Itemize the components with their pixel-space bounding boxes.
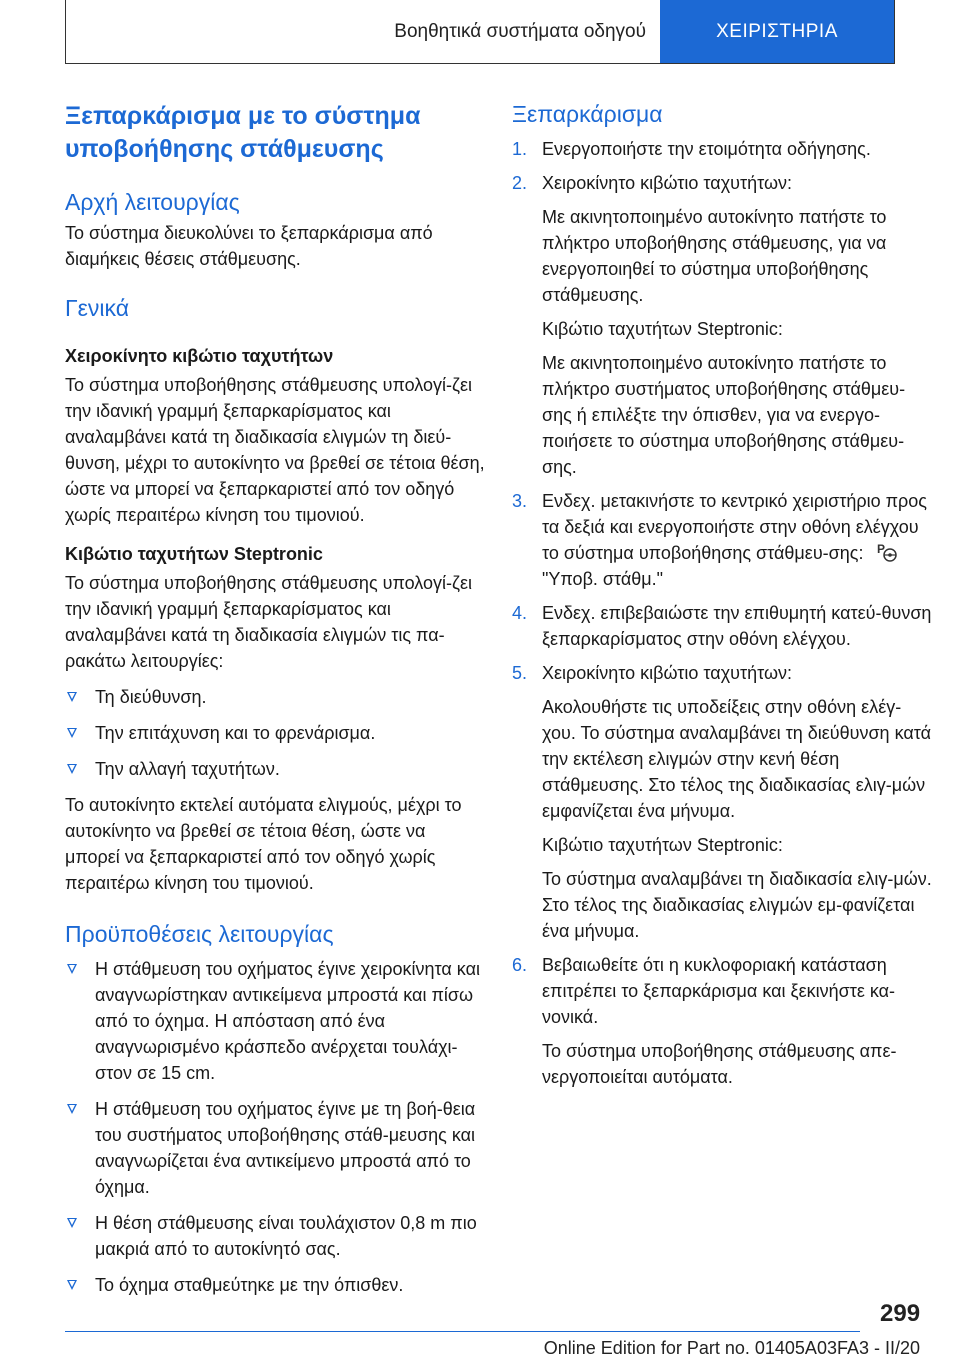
prereq-bullet-list [65,956,485,1298]
step-item: 2. Χειροκίνητο κιβώτιο ταχυτήτων: Με ακινητοποιημένο αυτοκίνητο πατήστε το πλήκτρο υποβοήθησης στάθμευσης, για να ενεργοποιηθεί το σύστημα υποβοήθησης στάθμευσης. Κιβώτιο ταχυτήτων Steptronic: Με ακινητοποιημένο αυτοκίνητο πατήστε το πλήκτρο συστήματος υποβοήθησης στάθμευ-σης ή επιλέξτε την όπισθεν, για να ενεργο-ποιήσετε το σύστημα υποβοήθησης στάθμευ-σης. [512,173,906,477]
triangle-bullet-icon [67,1218,77,1228]
right-column [512,100,932,1098]
triangle-bullet-icon [67,1104,77,1114]
chapter-tab[interactable]: ΧΕΙΡΙΣΤΗΡΙΑ [660,0,894,63]
general-heading: Γενικά [65,295,130,321]
step-item: 3. Ενδεχ. μετακινήστε το κεντρικό χειριστήριο προς τα δεξιά και ενεργοποιήστε στην οθόνη ελέγχου το σύστημα υποβοήθησης στάθμευ-σης: P "Υποβ. στάθμ." [512,491,927,589]
steptronic-text: Το σύστημα υποβοήθησης στάθμευσης υπολογί-ζει την ιδανική γραμμή ξεπαρκαρίσματος και αναλαμβάνει κατά τη διαδικασία ελιγμών τις πα-ρακάτω λειτουργίες: [65,573,472,671]
steptronic-after-text: Το αυτοκίνητο εκτελεί αυτόματα ελιγμούς, μέχρι το αυτοκίνητο να βρεθεί σε τέτοια θέση, ώστε να μπορεί να ξεπαρκαριστεί από τον οδηγό χωρίς περαιτέρω κίνηση του τιμονιού. [65,795,462,893]
triangle-bullet-icon [67,728,77,738]
page-title: Ξεπαρκάρισμα με το σύστημα υποβοήθησης στάθμευσης [65,102,421,163]
procedure-steps [512,136,932,1090]
steptronic-heading: Κιβώτιο ταχυτήτων Steptronic [65,544,323,564]
page-number: 299 [880,1300,921,1327]
manual-heading: Χειροκίνητο κιβώτιο ταχυτήτων [65,346,334,366]
procedure-heading: Ξεπαρκάρισμα [512,101,663,127]
triangle-bullet-icon [67,692,77,702]
list-item: Το όχημα σταθμεύτηκε με την όπισθεν. [65,1272,485,1298]
steptronic-bullet-list [65,684,485,782]
principle-heading: Αρχή λειτουργίας [65,189,240,215]
footer-divider [65,1331,860,1332]
parking-assistant-icon [876,541,898,563]
left-column [65,100,485,1308]
manual-text: Το σύστημα υποβοήθησης στάθμευσης υπολογί-ζει την ιδανική γραμμή ξεπαρκαρίσματος και αναλαμβάνει κατά τη διαδικασία ελιγμών τη διεύ-θυνση, μέχρι το αυτοκίνητο να βρεθεί σε τέτοια θέση, ώστε να μπορεί να ξεπαρκαριστεί από τον οδηγό χωρίς περαιτέρω κίνηση του τιμονιού. [65,375,485,525]
page-header [65,0,895,64]
section-title: Βοηθητικά συστήματα οδηγού [394,20,646,42]
edition-footer: Online Edition for Part no. 01405A03FA3 - II/20 [543,1338,920,1358]
step-item: 5. Χειροκίνητο κιβώτιο ταχυτήτων: Ακολουθήστε τις υποδείξεις στην οθόνη ελέγ-χου. Το σύστημα αναλαμβάνει τη διεύθυνση κατά την εκτέλεση ελιγμών στην κενή θέση στάθμευσης. Στο τέλος της διαδικασίας ελιγ-μών εμφανίζεται ένα μήνυμα. Κιβώτιο ταχυτήτων Steptronic: Το σύστημα αναλαμβάνει τη διαδικασία ελιγ-μών. Στο τέλος της διαδικασίας ελιγμών εμ-φανίζεται ένα μήνυμα. [512,663,932,941]
svg-text:P: P [877,542,886,556]
list-item: Τη διεύθυνση. [65,684,485,710]
step-item: 4. Ενδεχ. επιβεβαιώστε την επιθυμητή κατεύ-θυνση ξεπαρκαρίσματος στην οθόνη ελέγχου. [512,603,932,649]
triangle-bullet-icon [67,764,77,774]
list-item: Την αλλαγή ταχυτήτων. [65,756,485,782]
triangle-bullet-icon [67,964,77,974]
step-item: 1. Ενεργοποιήστε την ετοιμότητα οδήγησης. [512,139,871,159]
triangle-bullet-icon [67,1280,77,1290]
prereq-heading: Προϋποθέσεις λειτουργίας [65,921,334,947]
step-item: 6. Βεβαιωθείτε ότι η κυκλοφοριακή κατάσταση επιτρέπει το ξεπαρκάρισμα και ξεκινήστε κα-νονικά. Το σύστημα υποβοήθησης στάθμευσης απε-νεργοποιείται αυτόματα. [512,955,897,1087]
menu-label: "Υποβ. στάθμ." [542,569,664,589]
list-item: Η θέση στάθμευσης είναι τουλάχιστον 0,8 m πιο μακριά από το αυτοκίνητό σας. [65,1210,485,1262]
list-item: Την επιτάχυνση και το φρενάρισμα. [65,720,485,746]
principle-text: Το σύστημα διευκολύνει το ξεπαρκάρισμα από διαμήκεις θέσεις στάθμευσης. [65,223,433,269]
list-item: Η στάθμευση του οχήματος έγινε χειροκίνητα και αναγνωρίστηκαν αντικείμενα μπροστά και πίσω από το όχημα. Η απόσταση από ένα αναγνωρισμένο κράσπεδο ανέρχεται τουλάχι-στον σε 15 cm. [65,956,485,1086]
list-item: Η στάθμευση του οχήματος έγινε με τη βοή-θεια του συστήματος υποβοήθησης στάθ-μευσης και αναγνωρίζεται ένα αντικείμενο μπροστά από το όχημα. [65,1096,485,1200]
